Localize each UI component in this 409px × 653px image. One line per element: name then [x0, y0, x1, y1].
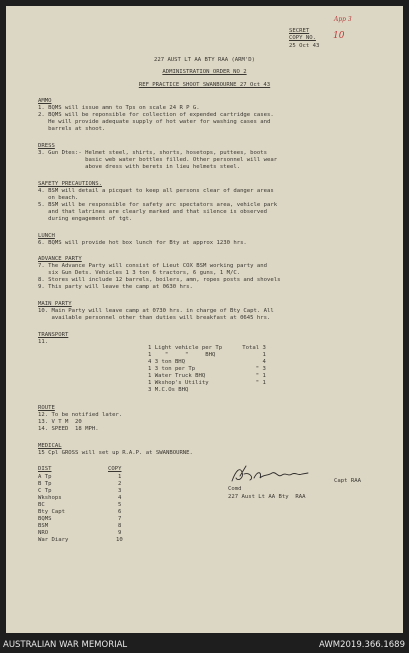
archive-reference: AWM2019.366.1689	[319, 640, 405, 650]
dist-copy: 1	[118, 474, 122, 480]
safety-line-2: on beach.	[38, 195, 79, 201]
archive-corner-mark: App 3	[334, 16, 352, 23]
advance-line-2: six Gun Dets. Vehicles 1 3 ton 6 tractors, 6 guns, 1 M/C.	[38, 270, 241, 276]
signature-comd: Comd	[228, 486, 242, 492]
unit-heading: 227 AUST LT AA BTY RAA (ARM'D)	[153, 57, 256, 63]
dress-line-3: above dress with berets in lieu helmets steel.	[38, 164, 241, 170]
transport-para-number: 11.	[38, 339, 49, 345]
dist-copy: 5	[118, 502, 122, 508]
dist-copy: 10	[116, 537, 123, 543]
archive-footer	[0, 638, 409, 653]
advance-line-3: 8. Stores will include 12 barrels, boilers, amn, ropes posts and shovels	[38, 277, 281, 283]
signature-rank: Capt RAA	[334, 478, 361, 484]
dist-recipient: BSM	[38, 523, 49, 529]
dist-recipient: BC	[38, 502, 45, 508]
dist-recipient: B Tp	[38, 481, 52, 487]
secret-classification: SECRET	[289, 28, 310, 34]
lunch-line-1: 6. BQMS will provide hot box lunch for Bty at approx 1230 hrs.	[38, 240, 247, 246]
dist-copy: 8	[118, 523, 122, 529]
dist-copy: 6	[118, 509, 122, 515]
ammo-line-4: barrels at shoot.	[38, 126, 106, 132]
section-heading-safety: SAFETY PRECAUTIONS.	[38, 181, 102, 187]
dist-recipient: BQMS	[38, 516, 52, 522]
dist-recipient: Bty Capt	[38, 509, 65, 515]
document-page	[6, 6, 403, 633]
advance-line-4: 9. This party will leave the camp at 0630 hrs.	[38, 284, 193, 290]
transport-line-5: 1 Water Truck BHQ " 1	[148, 373, 266, 379]
distribution-heading: DIST	[38, 466, 52, 472]
order-date: 25 Oct 43	[289, 43, 320, 49]
dress-line-1: 3. Gun Dtes:- Helmet steel, shirts, shorts, hosetops, puttees, boots	[38, 150, 268, 156]
copy-heading: COPY	[108, 466, 122, 472]
order-subtitle: REF PRACTICE SHOOT SWANBOURNE 27 Oct 43	[138, 82, 271, 88]
section-heading-lunch: LUNCH	[38, 233, 55, 239]
safety-line-4: and that latrines are clearly marked and that silence is observed	[38, 209, 268, 215]
dist-copy: 9	[118, 530, 122, 536]
dist-recipient: Wkshops	[38, 495, 62, 501]
handwritten-signature	[228, 464, 328, 486]
dist-copy: 7	[118, 516, 122, 522]
safety-line-3: 5. BSM will be responsible for safety arc spectators area, vehicle park	[38, 202, 278, 208]
transport-line-7: 3 M.C.Os BHQ	[148, 387, 189, 393]
safety-line-1: 4. BSM will detail a picquet to keep all persons clear of danger areas	[38, 188, 274, 194]
section-heading-main-party: MAIN PARTY	[38, 301, 72, 307]
dist-recipient: NRO	[38, 530, 49, 536]
order-title: ADMINISTRATION ORDER NO 2	[162, 69, 247, 75]
dist-copy: 3	[118, 488, 122, 494]
transport-line-6: 1 Wkshop's Utility " 1	[148, 380, 266, 386]
ammo-line-3: He will provide adequate supply of hot water for washing cases and	[38, 119, 271, 125]
dress-line-2: basic web water bottles filled. Other personnel will wear	[38, 157, 278, 163]
transport-line-4: 1 3 ton per Tp " 3	[148, 366, 266, 372]
dist-recipient: C Tp	[38, 488, 52, 494]
transport-line-1: 1 Light vehicle per Tp Total 3	[148, 345, 266, 351]
section-heading-transport: TRANSPORT	[38, 332, 69, 338]
advance-line-1: 7. The Advance Party will consist of Lieut COX BSM working party and	[38, 263, 268, 269]
transport-line-2: 1 " " BHQ 1	[148, 352, 266, 358]
section-heading-advance-party: ADVANCE PARTY	[38, 256, 82, 262]
archive-name: AUSTRALIAN WAR MEMORIAL	[3, 640, 128, 650]
ammo-line-1: 1. BQMS will issue amn to Tps on scale 24 R P G.	[38, 105, 200, 111]
main-line-2: available personnel other than duties will breakfast at 0645 hrs.	[38, 315, 271, 321]
section-heading-dress: DRESS	[38, 143, 55, 149]
route-line-1: 12. To be notified later.	[38, 412, 123, 418]
safety-line-5: during engagement of tgt.	[38, 216, 133, 222]
transport-line-3: 4 3 ton BHQ 4	[148, 359, 266, 365]
copy-number-label: COPY NO.	[289, 35, 316, 41]
section-heading-route: ROUTE	[38, 405, 55, 411]
dist-recipient: War Diary	[38, 537, 69, 543]
route-line-3: 14. SPEED 18 MPH.	[38, 426, 99, 432]
signature-unit: 227 Aust Lt AA Bty RAA	[228, 494, 306, 500]
section-heading-ammo: AMMO	[38, 98, 52, 104]
dist-recipient: A Tp	[38, 474, 52, 480]
route-line-2: 13. V T M 20	[38, 419, 82, 425]
ammo-line-2: 2. BQMS will be reponsible for collection of expended cartridge cases.	[38, 112, 274, 118]
dist-copy: 2	[118, 481, 122, 487]
section-heading-medical: MEDICAL	[38, 443, 62, 449]
main-line-1: 10. Main Party will leave camp at 0730 hrs. in charge of Bty Capt. All	[38, 308, 274, 314]
dist-copy: 4	[118, 495, 122, 501]
medical-line-1: 15 Cpl GROSS will set up R.A.P. at SWANBOURNE.	[38, 450, 193, 456]
copy-number-value: 10	[333, 31, 345, 41]
